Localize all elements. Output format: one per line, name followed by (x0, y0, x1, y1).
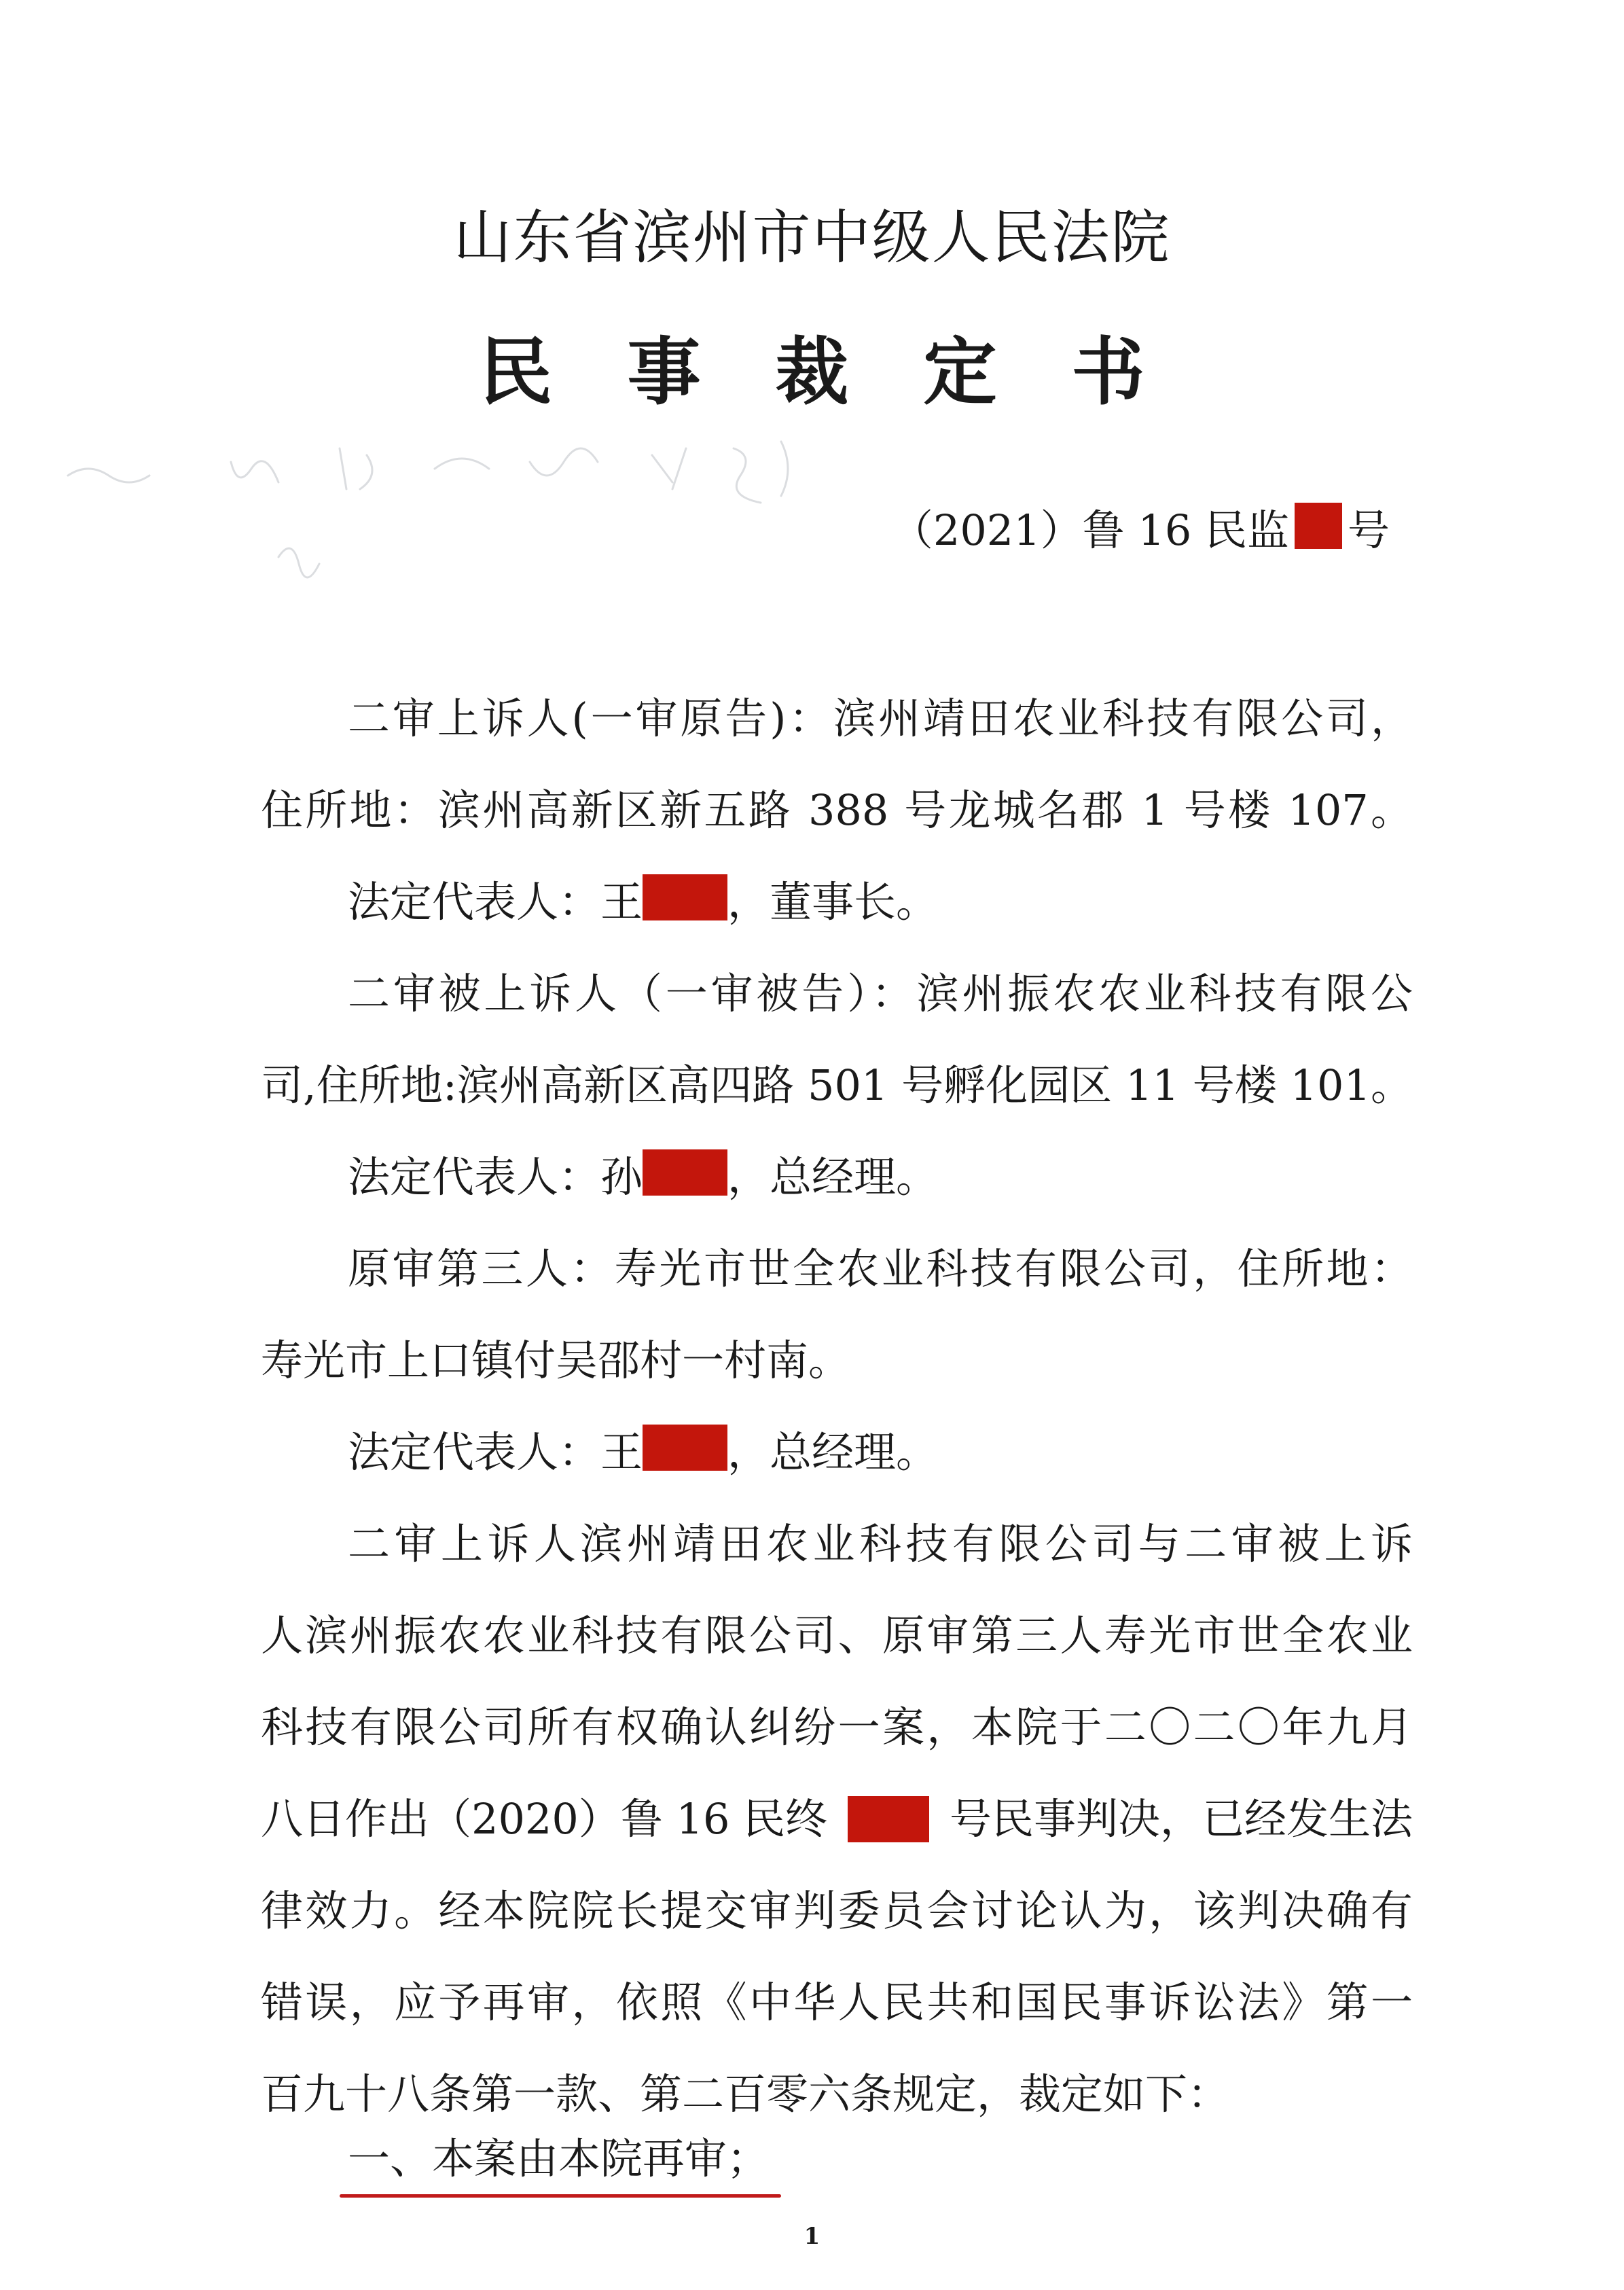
legal-rep-line (348, 1422, 938, 1483)
legal-rep-label: 法定代表人：孙 (348, 1152, 643, 1202)
body-line: 人滨州振农农业科技有限公司、原审第三人寿光市世全农业 (261, 1611, 1413, 1660)
legal-rep-title: ，董事长。 (727, 877, 939, 927)
body-line-part: 号民事判决，已经发生法 (949, 1794, 1413, 1844)
redaction-block (1295, 503, 1342, 549)
redaction-block (643, 874, 727, 920)
body-line: 科技有限公司所有权确认纠纷一案，本院于二〇二〇年九月 (261, 1702, 1413, 1752)
doc-type-char: 裁 (775, 329, 849, 415)
redaction-block (643, 1149, 727, 1196)
legal-rep-title: ，总经理。 (727, 1427, 939, 1477)
case-number-prefix: （2021）鲁 16 民监 (890, 505, 1289, 555)
court-name: 山东省滨州市中级人民法院 (453, 204, 1171, 272)
party-line: 司,住所地:滨州高新区高四路 501 号孵化园区 11 号楼 101。 (261, 1060, 1413, 1110)
page-number: 1 (804, 2223, 820, 2250)
doc-type-char: 定 (923, 329, 997, 415)
legal-rep-label: 法定代表人：王 (348, 877, 643, 927)
party-line: 住所地：滨州高新区新五路 388 号龙城名郡 1 号楼 107。 (261, 785, 1413, 835)
party-line: 二审上诉人(一审原告)：滨州靖田农业科技有限公司， (348, 694, 1413, 743)
doc-type-char: 书 (1071, 329, 1145, 415)
body-line (261, 1789, 1413, 1850)
legal-rep-label: 法定代表人：王 (348, 1427, 643, 1477)
body-line: 错误，应予再审，依照《中华人民共和国民事诉讼法》第一 (261, 1978, 1413, 2027)
pencil-marks (54, 421, 883, 625)
doc-type-char: 事 (627, 329, 701, 415)
case-number-suffix: 号 (1347, 505, 1390, 555)
document-type-title (0, 325, 1624, 420)
body-line-part: 八日作出（2020）鲁 16 民终 (261, 1794, 828, 1844)
doc-type-char: 民 (479, 329, 553, 415)
legal-rep-line (348, 872, 938, 933)
legal-rep-title: ，总经理。 (727, 1152, 939, 1202)
party-line: 原审第三人：寿光市世全农业科技有限公司，住所地： (348, 1244, 1413, 1293)
ruling-underline (340, 2194, 781, 2198)
body-line: 百九十八条第一款、第二百零六条规定，裁定如下： (261, 2069, 1230, 2119)
body-line: 律效力。经本院院长提交审判委员会讨论认为，该判决确有 (261, 1886, 1413, 1935)
legal-rep-line (348, 1147, 938, 1208)
ruling-item: 一、本案由本院再审； (348, 2134, 770, 2183)
body-line: 二审上诉人滨州靖田农业科技有限公司与二审被上诉 (348, 1519, 1413, 1569)
redaction-block (643, 1425, 727, 1471)
redaction-block (848, 1796, 929, 1842)
party-line: 二审被上诉人（一审被告）：滨州振农农业科技有限公 (348, 969, 1413, 1018)
case-number (891, 500, 1390, 561)
party-line: 寿光市上口镇付吴邵村一村南。 (261, 1336, 851, 1385)
